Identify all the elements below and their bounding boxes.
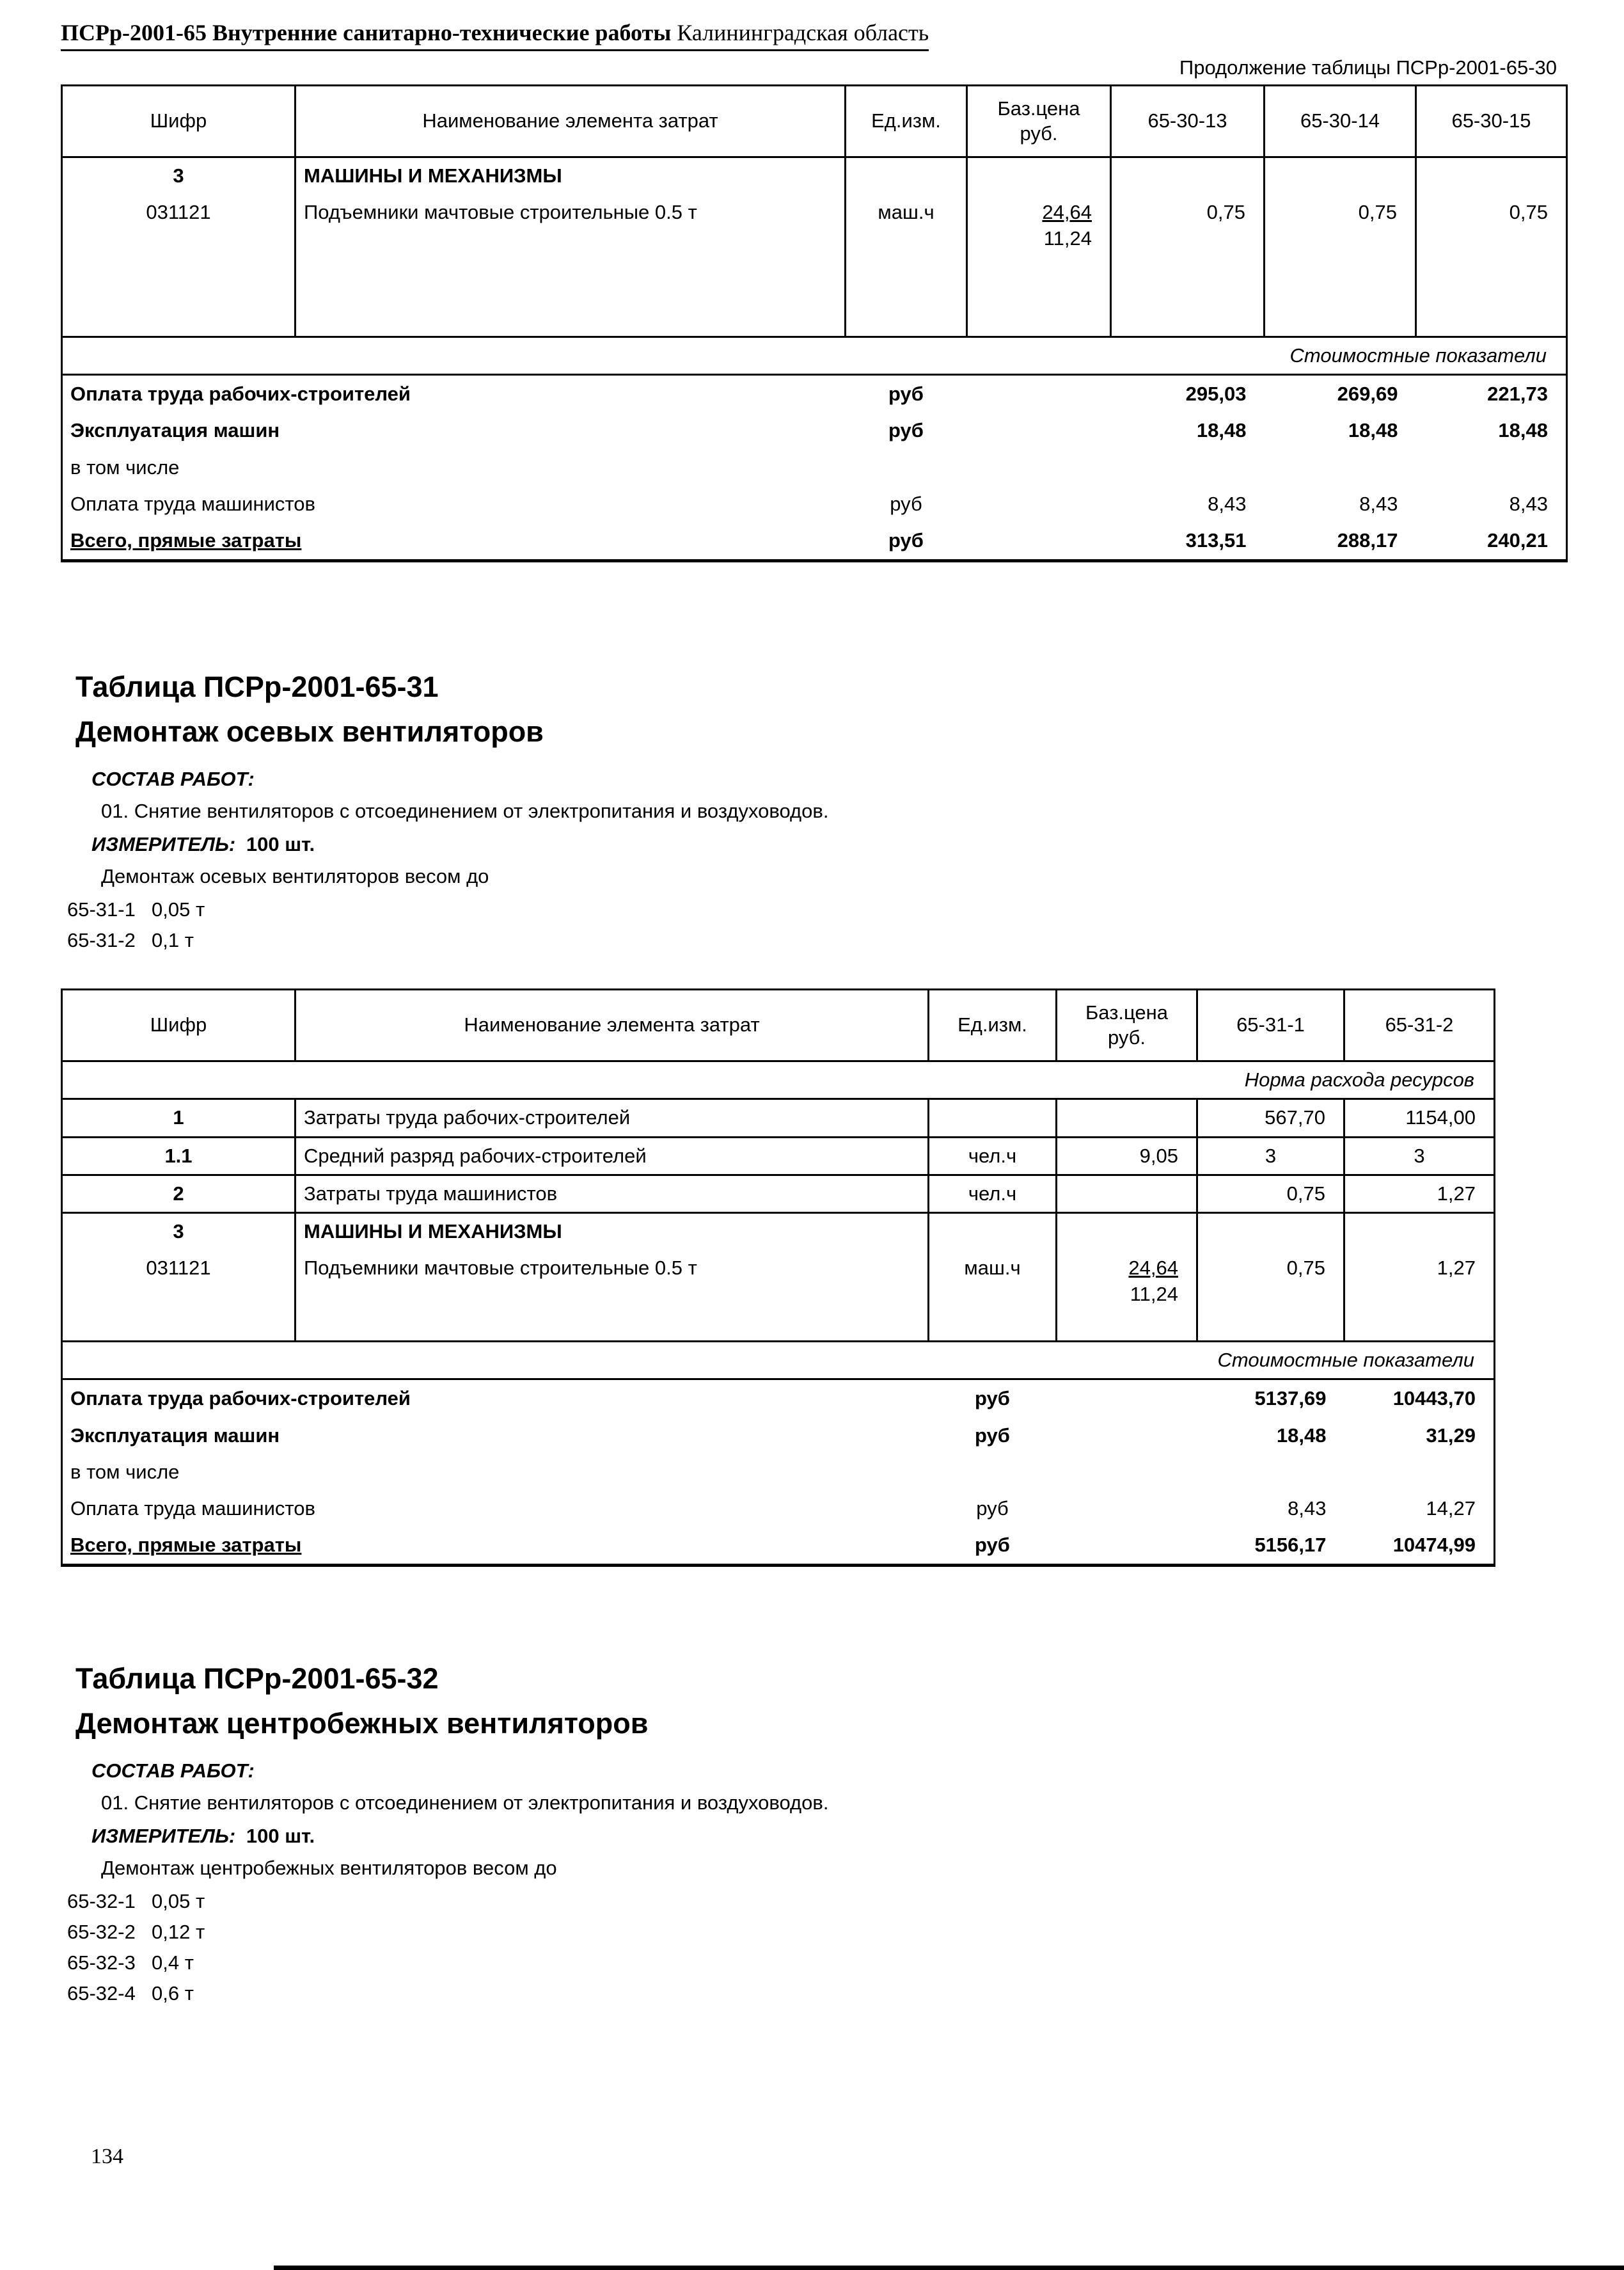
cell-value <box>1265 157 1416 194</box>
cell-baseprice <box>1057 1250 1197 1317</box>
row-labor <box>62 1099 1495 1137</box>
baseprice-line1: Баз.цена <box>1085 1001 1169 1024</box>
spacer-row <box>62 1317 1495 1341</box>
cost-total-row <box>62 1527 1495 1565</box>
cost-value: 10443,70 <box>1344 1379 1495 1417</box>
row-machines-section <box>62 157 1567 194</box>
section-description: Демонтаж центробежных вентиляторов весом до <box>101 1856 557 1879</box>
cell-value: 0,75 <box>1197 1175 1344 1212</box>
cost-value: 269,69 <box>1337 383 1398 406</box>
variant-code: 65-31-2 <box>67 928 136 951</box>
table-label: Таблица ПСРр-2001-65-31 <box>75 671 439 703</box>
cell-baseprice <box>1057 1099 1197 1137</box>
cost-label: в том числе <box>62 1454 929 1490</box>
table-header-row <box>62 86 1567 157</box>
cost-value: 240,21 <box>1416 522 1567 560</box>
norm-band <box>62 1061 1495 1099</box>
cell-code: 1.1 <box>62 1137 296 1175</box>
cell-name: Затраты труда машинистов <box>296 1175 929 1212</box>
row-hoist <box>62 194 1567 263</box>
cell-value <box>1111 157 1265 194</box>
cell-code: 2 <box>62 1175 296 1212</box>
baseprice-line2: руб. <box>1107 1026 1146 1049</box>
col-header-name: Наименование элемента затрат <box>296 86 846 157</box>
cost-value: 18,48 <box>1416 412 1567 448</box>
cost-unit: руб <box>890 492 922 515</box>
cost-label: Эксплуатация машин <box>62 1417 929 1454</box>
measure-line <box>91 1825 1566 1848</box>
cell-name: МАШИНЫ И МЕХАНИЗМЫ <box>296 157 846 194</box>
cell-value: 0,75 <box>1265 194 1416 263</box>
cell-value: 0,75 <box>1416 194 1567 263</box>
section-65-31 <box>61 671 1566 952</box>
cell-baseprice: 9,05 <box>1057 1137 1197 1175</box>
cost-unit: руб <box>888 383 924 406</box>
cost-unit: руб <box>846 522 967 560</box>
col-header-65-31-1: 65-31-1 <box>1197 990 1344 1061</box>
col-header-65-30-14: 65-30-14 <box>1265 86 1416 157</box>
cost-label: Эксплуатация машин <box>62 412 846 448</box>
cost-value: 8,43 <box>1416 486 1567 522</box>
col-header-shifr: Шифр <box>62 86 296 157</box>
measure-value: 100 шт. <box>246 1824 315 1847</box>
page-number: 134 <box>91 2145 123 2168</box>
scan-edge-artifact <box>274 2266 1624 2270</box>
variant-row <box>67 1951 1566 1974</box>
cost-label: Всего, прямые затраты <box>62 1527 929 1565</box>
cell-value: 0,75 <box>1111 194 1265 263</box>
cell-value: 1,27 <box>1344 1175 1495 1212</box>
variant-row <box>67 898 1566 921</box>
variant-weight: 0,6 т <box>152 1981 194 2004</box>
variant-row <box>67 1921 1566 1944</box>
cell-unit <box>846 157 967 194</box>
variant-weight: 0,4 т <box>152 1951 194 1974</box>
cost-value: 18,48 <box>1196 419 1247 442</box>
cost-value: 18,48 <box>1276 1424 1327 1447</box>
cost-value: 313,51 <box>1111 522 1265 560</box>
table-header-row <box>62 990 1495 1061</box>
works-composition-label: СОСТАВ РАБОТ: <box>91 1759 255 1782</box>
cell-baseprice <box>967 157 1111 194</box>
cost-unit: руб <box>975 1387 1010 1410</box>
variant-code: 65-32-4 <box>67 1981 136 2004</box>
measure-value: 100 шт. <box>246 832 315 855</box>
cell-unit <box>929 1099 1057 1137</box>
row-machines-section <box>62 1213 1495 1250</box>
variant-code: 65-32-1 <box>67 1889 136 1912</box>
baseprice-numerator: 24,64 <box>1042 201 1092 224</box>
works-item: 01. Снятие вентиляторов с отсоединением от электропитания и воздуховодов. <box>101 799 829 822</box>
cell-code: 1 <box>62 1099 296 1137</box>
cost-unit: руб <box>976 1497 1009 1520</box>
measure-label: ИЗМЕРИТЕЛЬ: <box>91 1824 236 1847</box>
variant-code: 65-31-1 <box>67 898 136 921</box>
baseprice-numerator: 24,64 <box>1128 1257 1178 1280</box>
col-header-baseprice <box>1057 990 1197 1061</box>
cost-row <box>62 1417 1495 1454</box>
variant-list <box>61 898 1566 952</box>
table-psrr-65-31 <box>61 988 1495 1567</box>
variant-weight: 0,1 т <box>152 928 194 951</box>
variant-weight: 0,05 т <box>152 898 205 921</box>
variant-weight: 0,05 т <box>152 1889 205 1912</box>
variant-weight: 0,12 т <box>152 1920 205 1943</box>
col-header-unit: Ед.изм. <box>929 990 1057 1061</box>
cost-row <box>62 1379 1495 1417</box>
baseprice-line1: Баз.цена <box>997 97 1080 120</box>
baseprice-denominator: 11,24 <box>1043 226 1092 250</box>
cell-code: 3 <box>62 157 296 194</box>
section-title: Демонтаж осевых вентиляторов <box>75 715 544 748</box>
cost-value: 18,48 <box>1348 419 1398 442</box>
cost-label: Оплата труда машинистов <box>62 1490 929 1527</box>
cell-name: Средний разряд рабочих-строителей <box>296 1137 929 1175</box>
document-header <box>61 19 929 51</box>
section-65-32 <box>61 1662 1566 2005</box>
cell-value: 1,27 <box>1344 1250 1495 1317</box>
cost-row <box>62 1490 1495 1527</box>
section-description: Демонтаж осевых вентиляторов весом до <box>101 864 489 887</box>
col-header-name: Наименование элемента затрат <box>296 990 929 1061</box>
cost-row <box>62 412 1567 448</box>
table-label: Таблица ПСРр-2001-65-32 <box>75 1662 439 1695</box>
cost-total-row <box>62 522 1567 560</box>
col-header-65-30-15: 65-30-15 <box>1416 86 1567 157</box>
cell-code: 031121 <box>62 194 296 263</box>
cost-value: 288,17 <box>1265 522 1416 560</box>
cost-indicators-label: Стоимостные показатели <box>62 337 1567 374</box>
cost-unit: руб <box>888 419 924 442</box>
cell-code: 031121 <box>62 1250 296 1317</box>
cell-unit: маш.ч <box>929 1250 1057 1317</box>
cost-indicators-label: Стоимостные показатели <box>62 1341 1495 1379</box>
baseprice-line2: руб. <box>1020 122 1058 145</box>
cost-label: Всего, прямые затраты <box>62 522 846 560</box>
spacer-row <box>62 263 1567 337</box>
cell-name: Подъемники мачтовые строительные 0.5 т <box>296 194 846 263</box>
cell-value: 0,75 <box>1197 1250 1344 1317</box>
cost-value: 5137,69 <box>1254 1387 1327 1410</box>
cost-indicators-band <box>62 337 1567 374</box>
table-psrr-65-30 <box>61 84 1568 562</box>
cost-row <box>62 375 1567 413</box>
variant-code: 65-32-2 <box>67 1920 136 1943</box>
cell-unit: чел.ч <box>929 1175 1057 1212</box>
cost-value: 10474,99 <box>1344 1527 1495 1565</box>
cell-name: МАШИНЫ И МЕХАНИЗМЫ <box>296 1213 929 1250</box>
cell-value <box>1416 157 1567 194</box>
doc-header-title: ПСРр-2001-65 Внутренние санитарно-технические работы <box>61 20 672 45</box>
variant-row <box>67 929 1566 952</box>
cost-unit: руб <box>975 1424 1010 1447</box>
cost-value: 8,43 <box>1208 492 1247 515</box>
cell-name: Затраты труда рабочих-строителей <box>296 1099 929 1137</box>
col-header-unit: Ед.изм. <box>846 86 967 157</box>
cost-row <box>62 486 1567 522</box>
variant-list <box>61 1890 1566 2005</box>
col-header-shifr: Шифр <box>62 990 296 1061</box>
cost-indicators-band <box>62 1341 1495 1379</box>
cell-unit: чел.ч <box>929 1137 1057 1175</box>
cost-value: 14,27 <box>1344 1490 1495 1527</box>
cost-label: Оплата труда машинистов <box>62 486 846 522</box>
cost-label: Оплата труда рабочих-строителей <box>62 1379 929 1417</box>
row-machinists-labor <box>62 1175 1495 1212</box>
row-grade <box>62 1137 1495 1175</box>
cost-label: в том числе <box>62 449 846 486</box>
doc-header-region: Калининградская область <box>677 20 929 45</box>
variant-code: 65-32-3 <box>67 1951 136 1974</box>
cost-row <box>62 449 1567 486</box>
variant-row <box>67 1982 1566 2005</box>
cost-value: 8,43 <box>1288 1497 1327 1520</box>
cell-baseprice <box>1057 1175 1197 1212</box>
continuation-note: Продолжение таблицы ПСРр-2001-65-30 <box>1179 56 1557 79</box>
cost-value: 31,29 <box>1344 1417 1495 1454</box>
cell-value: 3 <box>1197 1137 1344 1175</box>
measure-label: ИЗМЕРИТЕЛЬ: <box>91 832 236 855</box>
cost-value: 221,73 <box>1416 375 1567 413</box>
measure-line <box>91 833 1566 856</box>
cell-value: 1154,00 <box>1344 1099 1495 1137</box>
cell-baseprice <box>967 194 1111 263</box>
cell-value: 567,70 <box>1197 1099 1344 1137</box>
row-hoist <box>62 1250 1495 1317</box>
cost-value: 8,43 <box>1359 492 1398 515</box>
cell-name: Подъемники мачтовые строительные 0.5 т <box>296 1250 929 1317</box>
variant-row <box>67 1890 1566 1913</box>
baseprice-denominator: 11,24 <box>1130 1282 1178 1305</box>
cost-unit: руб <box>929 1527 1057 1565</box>
norm-band-label: Норма расхода ресурсов <box>62 1061 1495 1099</box>
section-title: Демонтаж центробежных вентиляторов <box>75 1706 649 1740</box>
cost-value: 295,03 <box>1185 383 1247 406</box>
col-header-baseprice <box>967 86 1111 157</box>
cell-value: 3 <box>1344 1137 1495 1175</box>
cell-code: 3 <box>62 1213 296 1250</box>
col-header-65-31-2: 65-31-2 <box>1344 990 1495 1061</box>
works-composition-label: СОСТАВ РАБОТ: <box>91 767 255 790</box>
cost-value: 5156,17 <box>1197 1527 1344 1565</box>
works-item: 01. Снятие вентиляторов с отсоединением от электропитания и воздуховодов. <box>101 1791 829 1814</box>
cell-unit: маш.ч <box>846 194 967 263</box>
col-header-65-30-13: 65-30-13 <box>1111 86 1265 157</box>
cost-row <box>62 1454 1495 1490</box>
cost-label: Оплата труда рабочих-строителей <box>62 375 846 413</box>
